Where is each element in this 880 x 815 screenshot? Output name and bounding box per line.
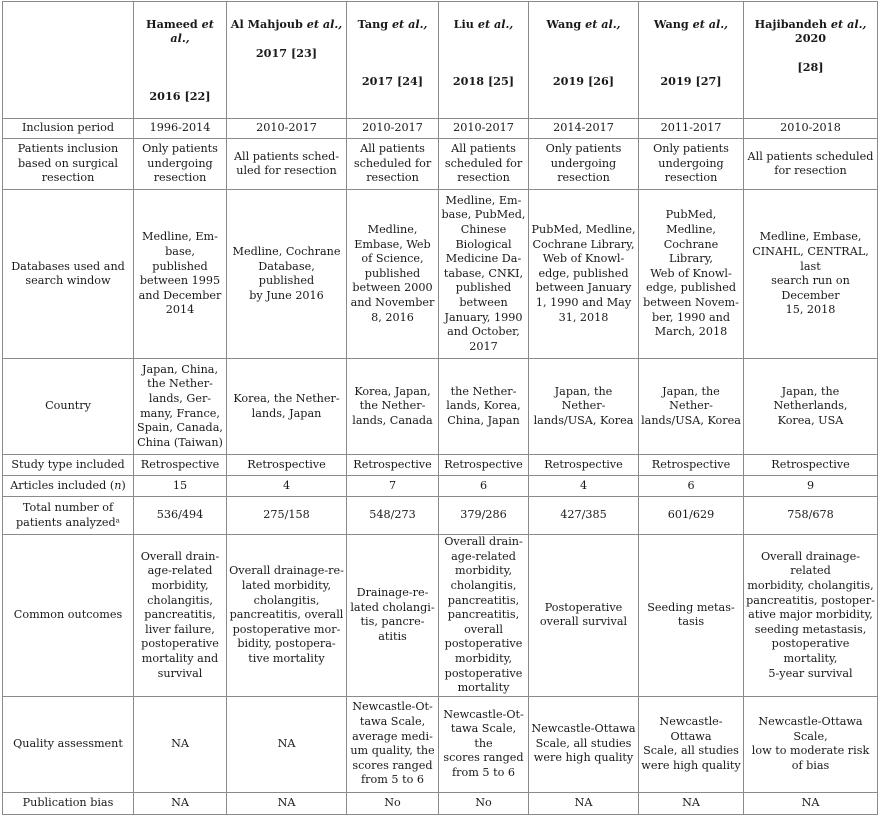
table-cell: NA <box>227 792 347 814</box>
row-label: Study type included <box>3 455 134 476</box>
table-cell: Korea, Japan, the Nether- lands, Canada <box>347 359 439 455</box>
table-cell: NA <box>639 792 744 814</box>
table-cell: Medline, Cochrane Database, published by June 2016 <box>227 190 347 359</box>
table-cell: Retrospective <box>744 455 878 476</box>
table-cell: Japan, the Netherlands, Korea, USA <box>744 359 878 455</box>
table-cell: 536/494 <box>134 497 227 535</box>
table-row <box>3 139 878 190</box>
header-cell: Tang et al., 2017 [24] <box>347 2 439 119</box>
table-cell: All patients scheduled for resection <box>347 139 439 190</box>
row-label: Articles included (n) <box>3 476 134 497</box>
table-row <box>3 455 878 476</box>
table-cell: 15 <box>134 476 227 497</box>
table-cell: Postoperative overall survival <box>529 535 639 697</box>
table-cell: NA <box>134 696 227 792</box>
table-cell: Seeding metas- tasis <box>639 535 744 697</box>
row-label: Patients inclusion based on surgical resection <box>3 139 134 190</box>
table-row <box>3 119 878 139</box>
header-corner-cell <box>3 2 134 119</box>
table-cell: Medline, Embase, CINAHL, CENTRAL, last search run on December 15, 2018 <box>744 190 878 359</box>
table-cell: Retrospective <box>347 455 439 476</box>
table-cell: NA <box>744 792 878 814</box>
table-cell: PubMed, Medline, Cochrane Library, Web of Knowl- edge, published between Novem- ber, 1990 and March, 2018 <box>639 190 744 359</box>
row-label: Quality assessment <box>3 696 134 792</box>
table-cell: NA <box>134 792 227 814</box>
table-cell: Retrospective <box>227 455 347 476</box>
table-cell: Only patients undergoing resection <box>529 139 639 190</box>
table-cell: Newcastle-Ottawa Scale, low to moderate risk of bias <box>744 696 878 792</box>
table-cell: Overall drainage-related morbidity, cholangitis, pancreatitis, postoper- ative major morbidity, seeding metastasis, postoperative mortality, 5-year survival <box>744 535 878 697</box>
table-cell: Newcastle-Ottawa Scale, all studies were high quality <box>639 696 744 792</box>
table-cell: the Nether- lands, Korea, China, Japan <box>439 359 529 455</box>
table-cell: 2010-2017 <box>227 119 347 139</box>
table-cell: Retrospective <box>529 455 639 476</box>
row-label: Databases used and search window <box>3 190 134 359</box>
table-cell: No <box>347 792 439 814</box>
table-cell: 548/273 <box>347 497 439 535</box>
table-cell: Medline, Embase, Web of Science, published between 2000 and November 8, 2016 <box>347 190 439 359</box>
comparison-table <box>2 1 878 815</box>
table-cell: Newcastle-Ot- tawa Scale, the scores ranged from 5 to 6 <box>439 696 529 792</box>
table-cell: Newcastle-Ottawa Scale, all studies were high quality <box>529 696 639 792</box>
table-cell: Drainage-re- lated cholangi- tis, pancre- atitis <box>347 535 439 697</box>
table-cell: No <box>439 792 529 814</box>
header-cell: Liu et al., 2018 [25] <box>439 2 529 119</box>
table-cell: Only patients undergoing resection <box>134 139 227 190</box>
row-label: Publication bias <box>3 792 134 814</box>
table-cell: 2011-2017 <box>639 119 744 139</box>
table-cell: 427/385 <box>529 497 639 535</box>
table-cell: Only patients undergoing resection <box>639 139 744 190</box>
table-cell: All patients sched- uled for resection <box>227 139 347 190</box>
table-cell: Japan, the Nether- lands/USA, Korea <box>529 359 639 455</box>
table-cell: NA <box>529 792 639 814</box>
row-label: Total number of patients analyzedᵃ <box>3 497 134 535</box>
table-cell: 2010-2017 <box>347 119 439 139</box>
table-cell: 2014-2017 <box>529 119 639 139</box>
table-cell: 275/158 <box>227 497 347 535</box>
table-cell: Medline, Em- base, PubMed, Chinese Biological Medicine Da- tabase, CNKI, published between January, 1990 and October, 2017 <box>439 190 529 359</box>
table-row <box>3 476 878 497</box>
table-cell: 6 <box>439 476 529 497</box>
table-cell: 601/629 <box>639 497 744 535</box>
table-row <box>3 497 878 535</box>
row-label: Inclusion period <box>3 119 134 139</box>
table-cell: 6 <box>639 476 744 497</box>
table-cell: Overall drain- age-related morbidity, cholangitis, pancreatitis, liver failure, postoperative mortality and survival <box>134 535 227 697</box>
row-label: Country <box>3 359 134 455</box>
header-cell: Hajibandeh et al., 2020 [28] <box>744 2 878 119</box>
table-cell: 9 <box>744 476 878 497</box>
table-cell: 4 <box>227 476 347 497</box>
table-row <box>3 359 878 455</box>
header-cell: Al Mahjoub et al., 2017 [23] <box>227 2 347 119</box>
table-row <box>3 696 878 792</box>
table-cell: All patients scheduled for resection <box>439 139 529 190</box>
header-cell: Hameed et al., 2016 [22] <box>134 2 227 119</box>
table-cell: All patients scheduled for resection <box>744 139 878 190</box>
table-cell: Overall drain- age-related morbidity, cholangitis, pancreatitis, pancreatitis, overall postoperative morbidity, postoperative mortality <box>439 535 529 697</box>
table-cell: 379/286 <box>439 497 529 535</box>
table-cell: 4 <box>529 476 639 497</box>
table-cell: NA <box>227 696 347 792</box>
table-cell: Japan, the Nether- lands/USA, Korea <box>639 359 744 455</box>
table-cell: Medline, Em- base, published between 1995 and December 2014 <box>134 190 227 359</box>
table-cell: PubMed, Medline, Cochrane Library, Web of Knowl- edge, published between January 1, 1990 and May 31, 2018 <box>529 190 639 359</box>
header-cell: Wang et al., 2019 [26] <box>529 2 639 119</box>
table-row <box>3 190 878 359</box>
table-cell: Newcastle-Ot- tawa Scale, average medi- um quality, the scores ranged from 5 to 6 <box>347 696 439 792</box>
table-cell: 7 <box>347 476 439 497</box>
header-row <box>3 2 878 119</box>
table-cell: 1996-2014 <box>134 119 227 139</box>
table-row <box>3 792 878 814</box>
row-label: Common outcomes <box>3 535 134 697</box>
table-cell: Retrospective <box>134 455 227 476</box>
table-cell: 758/678 <box>744 497 878 535</box>
table-cell: 2010-2018 <box>744 119 878 139</box>
table-row <box>3 535 878 697</box>
table-cell: Japan, China, the Nether- lands, Ger- many, France, Spain, Canada, China (Taiwan) <box>134 359 227 455</box>
table-cell: 2010-2017 <box>439 119 529 139</box>
table-cell: Overall drainage-re- lated morbidity, cholangitis, pancreatitis, overall postoperative mor- bidity, postopera- tive mortality <box>227 535 347 697</box>
table-cell: Korea, the Nether- lands, Japan <box>227 359 347 455</box>
table-cell: Retrospective <box>639 455 744 476</box>
header-cell: Wang et al., 2019 [27] <box>639 2 744 119</box>
table-cell: Retrospective <box>439 455 529 476</box>
